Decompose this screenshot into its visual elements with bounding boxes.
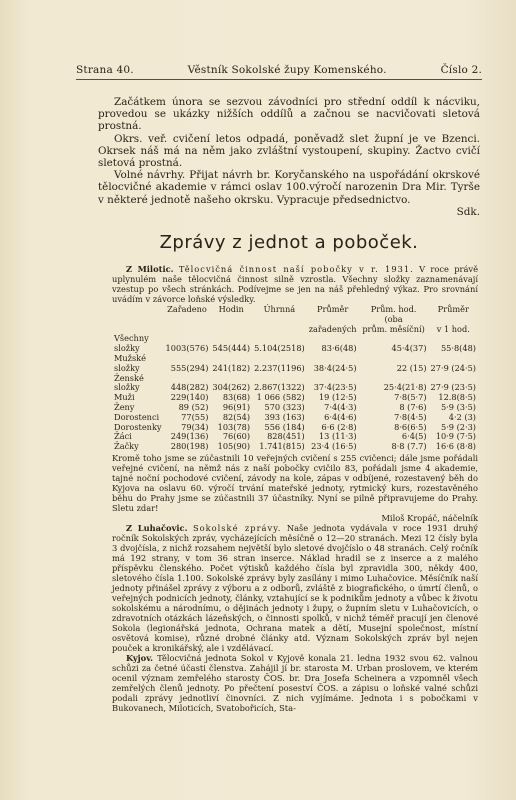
row-label: Dorostenci [114, 411, 160, 422]
stats-header: zařadených [308, 323, 357, 334]
stats-header [164, 325, 211, 335]
table-cell: 556 (184) [264, 421, 305, 432]
table-cell: 37·4(23·5) [313, 382, 357, 393]
table-cell: 1003(576) [165, 343, 209, 354]
stats-header: Prům. hod. (oba [370, 304, 417, 324]
intro-signature: Sdk. [456, 205, 480, 218]
row-label: Ženy [114, 401, 135, 412]
table-cell: 23·4 (16·5) [311, 441, 357, 452]
milotice-text: V roce právě uplynulém naše tělocvičná činnost silně vzrostla. Všechny složky zaznamenávají vzestup po všech stránkách. Podívejme se jen na náš přehledný výkaz. Pro srovnání uvádím v závorce loňské výsledky. [112, 264, 479, 304]
header-rule [76, 79, 482, 80]
stats-header: v 1 hod. [436, 323, 470, 334]
page-number: Strana 40. [76, 64, 134, 76]
table-cell: 10·9 (7·5) [435, 431, 476, 442]
table-cell: 249(136) [170, 431, 209, 442]
table-cell: 1 066 (582) [256, 392, 305, 403]
table-cell: 76(60) [222, 431, 251, 442]
intro-paragraph: Okrs. veř. cvičení letos odpadá, poněvadž slet župní je ve Bzenci. Okrsek náš má na něm jako zvláštní vystoupení, skupiny. Žactvo cvičí sletová prostná. [98, 132, 480, 170]
table-cell: 105(90) [217, 441, 251, 452]
table-cell: 77(55) [181, 411, 209, 422]
table-cell: 7·8(4·5) [394, 411, 427, 422]
table-cell: 27·9 (24·5) [430, 362, 476, 373]
stats-header [252, 325, 307, 335]
issue-number: Číslo 2. [440, 64, 482, 76]
luhacovice-heading: Sokolské zprávy. [192, 522, 282, 533]
table-cell: 22 (15) [396, 362, 427, 373]
stats-header: Úhrnná [263, 304, 296, 314]
stats-header: Hodin [218, 304, 244, 314]
table-cell: 2.867(1322) [254, 382, 305, 393]
milotice-heading: Tělocvičná činnost naší pobočky v r. 1931. [178, 264, 414, 274]
table-cell: 12.8(8·5) [438, 392, 476, 403]
journal-title: Věstník Sokolské župy Komenského. [187, 64, 387, 76]
milotice-name: Z Milotic. [126, 264, 174, 274]
table-cell: 6·4(5) [401, 431, 427, 442]
table-cell: 45·4(37) [391, 343, 427, 354]
table-cell: 1.741(815) [259, 441, 305, 452]
intro-text [98, 96, 480, 218]
table-cell: 103(78) [217, 421, 251, 432]
row-label: Muži [114, 392, 135, 403]
stats-header: Průměr [317, 304, 349, 314]
table-cell: 828(451) [267, 431, 305, 442]
kyjov-text: Tělocvičná jednota Sokol v Kyjově konala 21. ledna 1932 svou 62. valnou schůzi za četné účasti členstva. Zahájil jí br. starosta M. Urban proslovem, ve kterém ocenil význam zemřelého starosty ČOS. br. Dra Josefa Scheinera a vzpomněl všech zemřelých členů jednoty. Po přečtení poseství ČOS. a zápisu o loňské valné schůzi podali zprávy jednotliví činovníci. Z nich vyjímáme. Jednota i s pobočkami v Bukovanech, Miloticích, Svatobořicích, Sta- [112, 652, 478, 713]
stats-header [210, 325, 252, 335]
table-cell: 89 (52) [178, 401, 209, 412]
section-title: Zprávy z jednot a poboček. [159, 232, 419, 253]
stats-table [112, 305, 478, 452]
table-cell: 393 (163) [264, 411, 305, 422]
table-row [112, 364, 478, 374]
luhacovice-paragraph [112, 523, 478, 653]
milotice-paragraph [112, 264, 478, 304]
intro-signature-line [98, 206, 480, 218]
table-row [112, 442, 478, 452]
luhacovice-name: Z Luhačovic. [126, 522, 188, 533]
stats-header-row [112, 325, 478, 335]
kyjov-name: Kyjov. [126, 652, 154, 663]
kyjov-paragraph [112, 653, 478, 713]
table-cell: 545(444) [212, 343, 251, 354]
table-row [112, 344, 478, 354]
row-label: složky [114, 382, 140, 393]
row-label: Dorostenky [114, 421, 162, 432]
table-cell: 5.104(2518) [254, 343, 305, 354]
table-cell: 83(68) [222, 392, 251, 403]
row-label: Mužské [114, 352, 146, 363]
table-cell: 7·8(5·7) [394, 392, 427, 403]
table-cell: 6·4(4·6) [324, 411, 357, 422]
table-cell: 38·4(24·5) [313, 362, 357, 373]
table-cell: 7·4(4·3) [324, 401, 357, 412]
row-label: Ženské [114, 372, 144, 383]
table-cell: 2.237(1196) [254, 362, 305, 373]
table-cell: 8·8 (7.7) [391, 441, 427, 452]
table-cell: 16·6 (8·8) [435, 441, 476, 452]
luhacovice-text: Naše jednota vydávala v roce 1931 druhý ročník Sokolských zpráv, vycházejících měsíčně o 12—20 stranách. Mezi 12 čísly byla 3 dvojčísla, z nichž rozsahem největší bylo sletové dvojčíslo o 48 stranách. Celý ročník má 192 strany, v tom 36 stran inserce. Náklad hradil se z inserce a z malého příspěvku členského. Počet výtisků každého čísla byl zpravidla 300, někdy 400, sletového čísla 1.100. Sokolské zprávy byly zasílány i mimo Luhačovice. Měsíčník naší jednoty přinášel zprávy z výboru a z odborů, zvláště z biografického, o úmrtí členů, o veřejných podnicích jednoty, články, vztahující se k podnikům jednoty a vůbec k životu sokolskému a národnímu, o dějinách jednoty i župy, o župním sletu v Luhačovicích, o zdravotních otázkách lázeňských, o činnosti spolků, v nichž téměř pracují jen členové Sokola (legionářská jednota, Ochrana matek a dětí, Musejní společnost, místní osvětová komise), různé drobné články atd. Význam Sokolských zpráv byl nejen pouček a kronikářský, ale i vzdělávací. [112, 522, 478, 653]
table-cell: 229(140) [170, 392, 209, 403]
table-cell: 83·6(48) [321, 343, 357, 354]
stats-header-row [112, 305, 478, 325]
row-label: Žačky [114, 441, 139, 452]
table-cell: 8·6(6·5) [394, 421, 427, 432]
row-label: složky [114, 362, 140, 373]
table-cell: 5·9 (2·3) [440, 421, 476, 432]
table-cell: 8 (7·6) [399, 401, 427, 412]
table-cell: 19 (12·5) [318, 392, 357, 403]
table-cell: 5·9 (3·5) [440, 401, 476, 412]
stats-header: prům. měsíční) [362, 323, 425, 334]
table-cell: 79(34) [181, 421, 209, 432]
table-cell: 27·9 (23·5) [430, 382, 476, 393]
table-cell: 13 (11·3) [318, 431, 357, 442]
table-cell: 4·2 (3) [448, 411, 476, 422]
milotice-signature-line [112, 513, 478, 523]
intro-paragraph: Začátkem února se sezvou závodníci pro střední oddíl k nácviku, provedou se ukázky nižších oddílů a začnou se nacvičovati sletová prostná. [98, 96, 480, 133]
page-header [76, 64, 482, 76]
stats-header: Průměr [437, 304, 469, 314]
row-label: Všechny [114, 333, 149, 344]
table-cell: 6·6 (2·8) [321, 421, 357, 432]
milotice-after: Kromě toho jsme se zúčastnili 10 veřejných cvičení s 255 cvičenci; dále jsme pořádali veřejné cvičení, na němž nás z naší pobočky cvičilo 83, pořádali jsme 4 akademie, tajné noční pochodové cvičení, závody na kole, zápas v odbíjené, rozestavený běh do Kyjova na oslavu 60. výročí trvání mateřské jednoty, rytmický kurs, rozestavěného běhu do Prahy jsme se zúčastnili 37 účastníky. Nyní se pilně připravujeme do Prahy. Sletu zdar! [112, 452, 478, 513]
table-cell: 241(182) [212, 362, 251, 373]
section-body [112, 264, 478, 713]
table-cell: 304(262) [212, 382, 251, 393]
table-cell: 25·4(21·8) [383, 382, 427, 393]
table-cell: 555(294) [170, 362, 209, 373]
table-cell: 280(198) [170, 441, 209, 452]
milotice-signature: Miloš Kropáč, náčelník [381, 512, 478, 523]
table-cell: 448(282) [170, 382, 209, 393]
table-cell: 570 (323) [264, 401, 305, 412]
intro-paragraph: Volné návrhy. Přijat návrh br. Koryčanského na uspořádání okrskové tělocvičné akademie v rámci oslav 100.výročí narozenin Dra Mir. Tyrše v některé jednotě našeho okrsku. Vypracuje předsednictvo. [98, 169, 480, 206]
row-label: Žáci [114, 431, 132, 442]
table-cell: 55·8(48) [440, 343, 476, 354]
table-cell: 82(54) [222, 411, 251, 422]
row-label: složky [114, 343, 140, 354]
table-cell: 96(91) [222, 401, 251, 412]
stats-header: Zařadeno [167, 304, 207, 314]
